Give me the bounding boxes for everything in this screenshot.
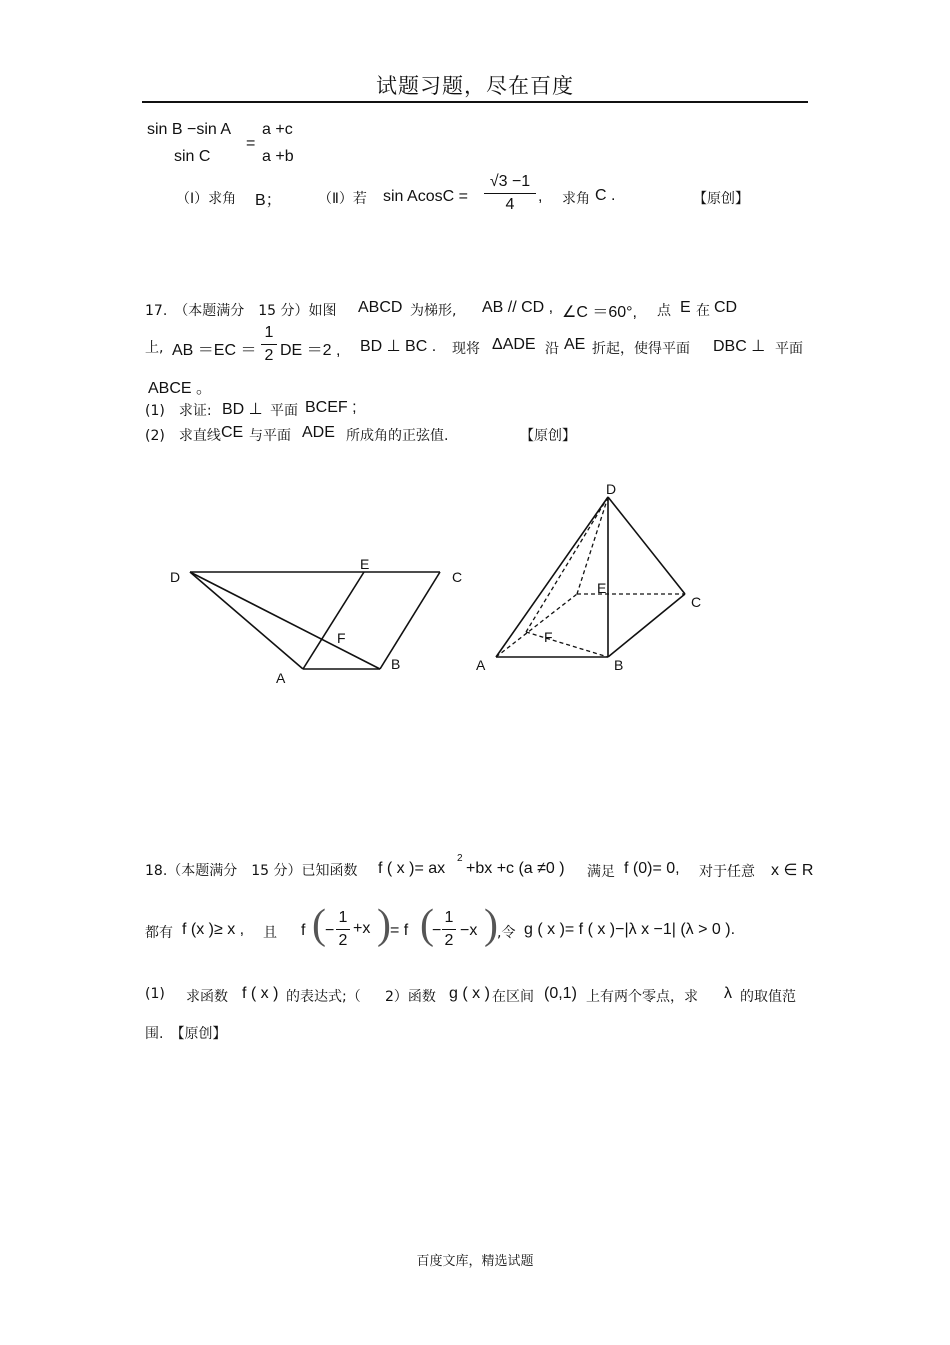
q18-line3-d: 的表达式;（	[286, 989, 361, 1005]
q16-right-denominator: a +b	[262, 148, 294, 165]
q17-line2-a: 上,	[145, 340, 164, 356]
pyramid-figure	[470, 480, 720, 680]
q18-line3-h: (0,1)	[544, 985, 577, 1002]
q17-line2-d: BD ⊥ BC .	[360, 338, 437, 355]
q18-line3-a: (1)	[145, 986, 165, 1002]
q17-item1-d: BCEF ;	[305, 399, 357, 416]
q16-left-numerator: sin B −sin A	[147, 121, 232, 138]
q16-part2-comma: ,	[538, 188, 543, 205]
q18-line2-j: ,令	[497, 925, 516, 941]
q17-line2-c: DE ＝2 ,	[280, 342, 341, 359]
edge-ae	[303, 572, 364, 669]
q17-item2-e: 所成角的正弦值.	[346, 428, 449, 444]
q17-item1-a: (1) 求证:	[145, 403, 212, 419]
q17-line1-d: AB // CD ,	[482, 299, 554, 316]
q17-fraction-bar	[261, 344, 277, 345]
q18-fraction-1-denominator: 2	[338, 932, 348, 949]
q17-line1-g: E	[680, 299, 691, 316]
q16-part1-var: B；	[255, 192, 282, 209]
q17-item2-b: CE	[221, 424, 244, 441]
q17-fraction-numerator: 1	[264, 324, 274, 341]
q17-line3: ABCE 。	[148, 380, 213, 397]
q17-line2-j: DBC ⊥	[713, 338, 766, 355]
page-header-title: 试题习题，尽在百度	[376, 74, 574, 98]
q17-item2-c: 与平面	[249, 428, 291, 444]
q16-left-denominator: sin C	[174, 148, 211, 165]
fig1-label-d: D	[170, 569, 181, 585]
q18-fraction-2-bar	[442, 929, 456, 930]
q17-line1-f: 点	[657, 303, 671, 319]
fig1-label-b: B	[391, 656, 401, 672]
q18-line3-f: g ( x )	[449, 985, 490, 1002]
q18-line2-g: = f	[390, 922, 409, 939]
q17-line2-g: 沿	[545, 341, 559, 357]
q16-part2-ask: 求角	[562, 191, 590, 207]
q17-original-tag: 【原创】	[520, 428, 576, 444]
q17-line1-a: 17. （本题满分 15 分）如图	[145, 303, 337, 319]
q18-paren-open-1: (	[312, 902, 326, 948]
q17-line1-c: 为梯形,	[410, 303, 457, 319]
q16-part1: （Ⅰ）求角	[176, 191, 237, 207]
q17-line2-h: AE	[564, 336, 586, 353]
q17-item1-c: 平面	[270, 403, 298, 419]
q18-line1-e: f (0)= 0,	[624, 860, 680, 877]
q17-fraction-denominator: 2	[264, 347, 274, 364]
q17-line1-h: 在	[696, 303, 710, 319]
hidden-edge-fb	[526, 632, 608, 657]
q18-paren-open-2: (	[420, 902, 434, 948]
trapezoid-figure	[160, 550, 480, 690]
hidden-edge-ae	[496, 594, 577, 657]
q18-paren-close-2: )	[484, 902, 498, 948]
q16-fraction-numerator: √3 −1	[489, 173, 531, 190]
q18-line3-k: 的取值范	[740, 989, 796, 1005]
q18-line3-b: 求函数	[186, 989, 228, 1005]
q16-part2: （Ⅱ）若	[318, 191, 367, 207]
q17-line2-k: 平面	[775, 341, 803, 357]
edge-bc	[608, 594, 685, 657]
edge-bc	[380, 572, 440, 669]
q17-item2-d: ADE	[302, 424, 335, 441]
fig2-label-b: B	[614, 657, 624, 673]
fig1-label-c: C	[452, 569, 463, 585]
q18-line1-g: x ∈ R	[771, 862, 814, 879]
q17-line2-b: AB ＝EC ＝	[172, 342, 257, 359]
q18-fraction-1-numerator: 1	[338, 909, 348, 926]
fig2-label-e: E	[597, 580, 607, 596]
q18-fraction-1	[336, 909, 350, 950]
q17-line1-b: ABCD	[358, 299, 403, 316]
q16-fraction	[484, 173, 536, 214]
fig2-label-f: F	[544, 629, 553, 645]
q17-line2-f: ΔADE	[492, 336, 536, 353]
header-rule	[142, 101, 808, 103]
hidden-edge-df	[526, 497, 608, 632]
q18-line1-b: f ( x )= ax	[378, 860, 446, 877]
q17-line2-i: 折起，使得平面	[592, 341, 690, 357]
fig2-label-a: A	[476, 657, 486, 673]
q17-line1-i: CD	[714, 299, 738, 316]
q18-fraction-1-bar	[336, 929, 350, 930]
q18-line2-c: 且	[263, 925, 277, 941]
q16-right-numerator: a +c	[262, 121, 293, 138]
q18-line2-f: +x	[353, 920, 371, 937]
q16-part2-var: C .	[595, 187, 616, 204]
q17-fraction	[261, 324, 277, 365]
q18-fraction-2	[442, 909, 456, 950]
q18-line3-g: 在区间	[492, 989, 534, 1005]
q16-original-tag: 【原创】	[693, 191, 749, 207]
q18-line3-c: f ( x )	[242, 985, 279, 1002]
q18-line2-d: f	[301, 922, 306, 939]
q16-fraction-denominator: 4	[505, 196, 515, 213]
q18-paren-close-1: )	[377, 902, 391, 948]
q17-item2-a: (2) 求直线	[145, 428, 221, 444]
q18-fraction-2-denominator: 2	[444, 932, 454, 949]
q16-equals: =	[246, 135, 256, 152]
q17-line2-e: 现将	[452, 341, 480, 357]
q17-item1-b: BD ⊥	[222, 401, 263, 418]
q18-line2-a: 都有	[145, 925, 173, 941]
q18-line3-i: 上有两个零点，求	[586, 989, 698, 1005]
fig2-label-d: D	[606, 481, 617, 497]
q18-line2-i: −x	[460, 922, 478, 939]
q18-line1-a: 18.（本题满分 15 分）已知函数	[145, 863, 358, 879]
q17-line1-e: ∠C ＝60°,	[562, 304, 637, 321]
edge-dc	[608, 497, 685, 594]
fig1-label-a: A	[276, 670, 286, 686]
q18-line2-h: −	[432, 922, 442, 939]
q18-line3-j: λ	[724, 985, 732, 1002]
q18-line3-e: 2）函数	[385, 989, 436, 1005]
q16-part2-expr: sin AcosC =	[383, 188, 468, 205]
q18-line1-d: 满足	[587, 864, 615, 880]
fig2-label-c: C	[691, 594, 702, 610]
fig1-label-f: F	[337, 630, 346, 646]
q18-fraction-2-numerator: 1	[444, 909, 454, 926]
q18-line1-sup: 2	[457, 853, 463, 864]
fig1-label-e: E	[360, 556, 370, 572]
q18-line1-c: +bx +c (a ≠0 )	[466, 860, 565, 877]
q18-line4: 围. 【原创】	[145, 1026, 227, 1042]
q18-line2-b: f (x )≥ x ,	[182, 921, 245, 938]
q18-line2-k: g ( x )= f ( x )−|λ x −1| (λ > 0 ).	[524, 921, 736, 938]
page-footer: 百度文库，精选试题	[416, 1254, 534, 1269]
q18-line1-f: 对于任意	[699, 864, 755, 880]
q18-line2-e: −	[325, 922, 335, 939]
q16-fraction-bar	[484, 193, 536, 194]
